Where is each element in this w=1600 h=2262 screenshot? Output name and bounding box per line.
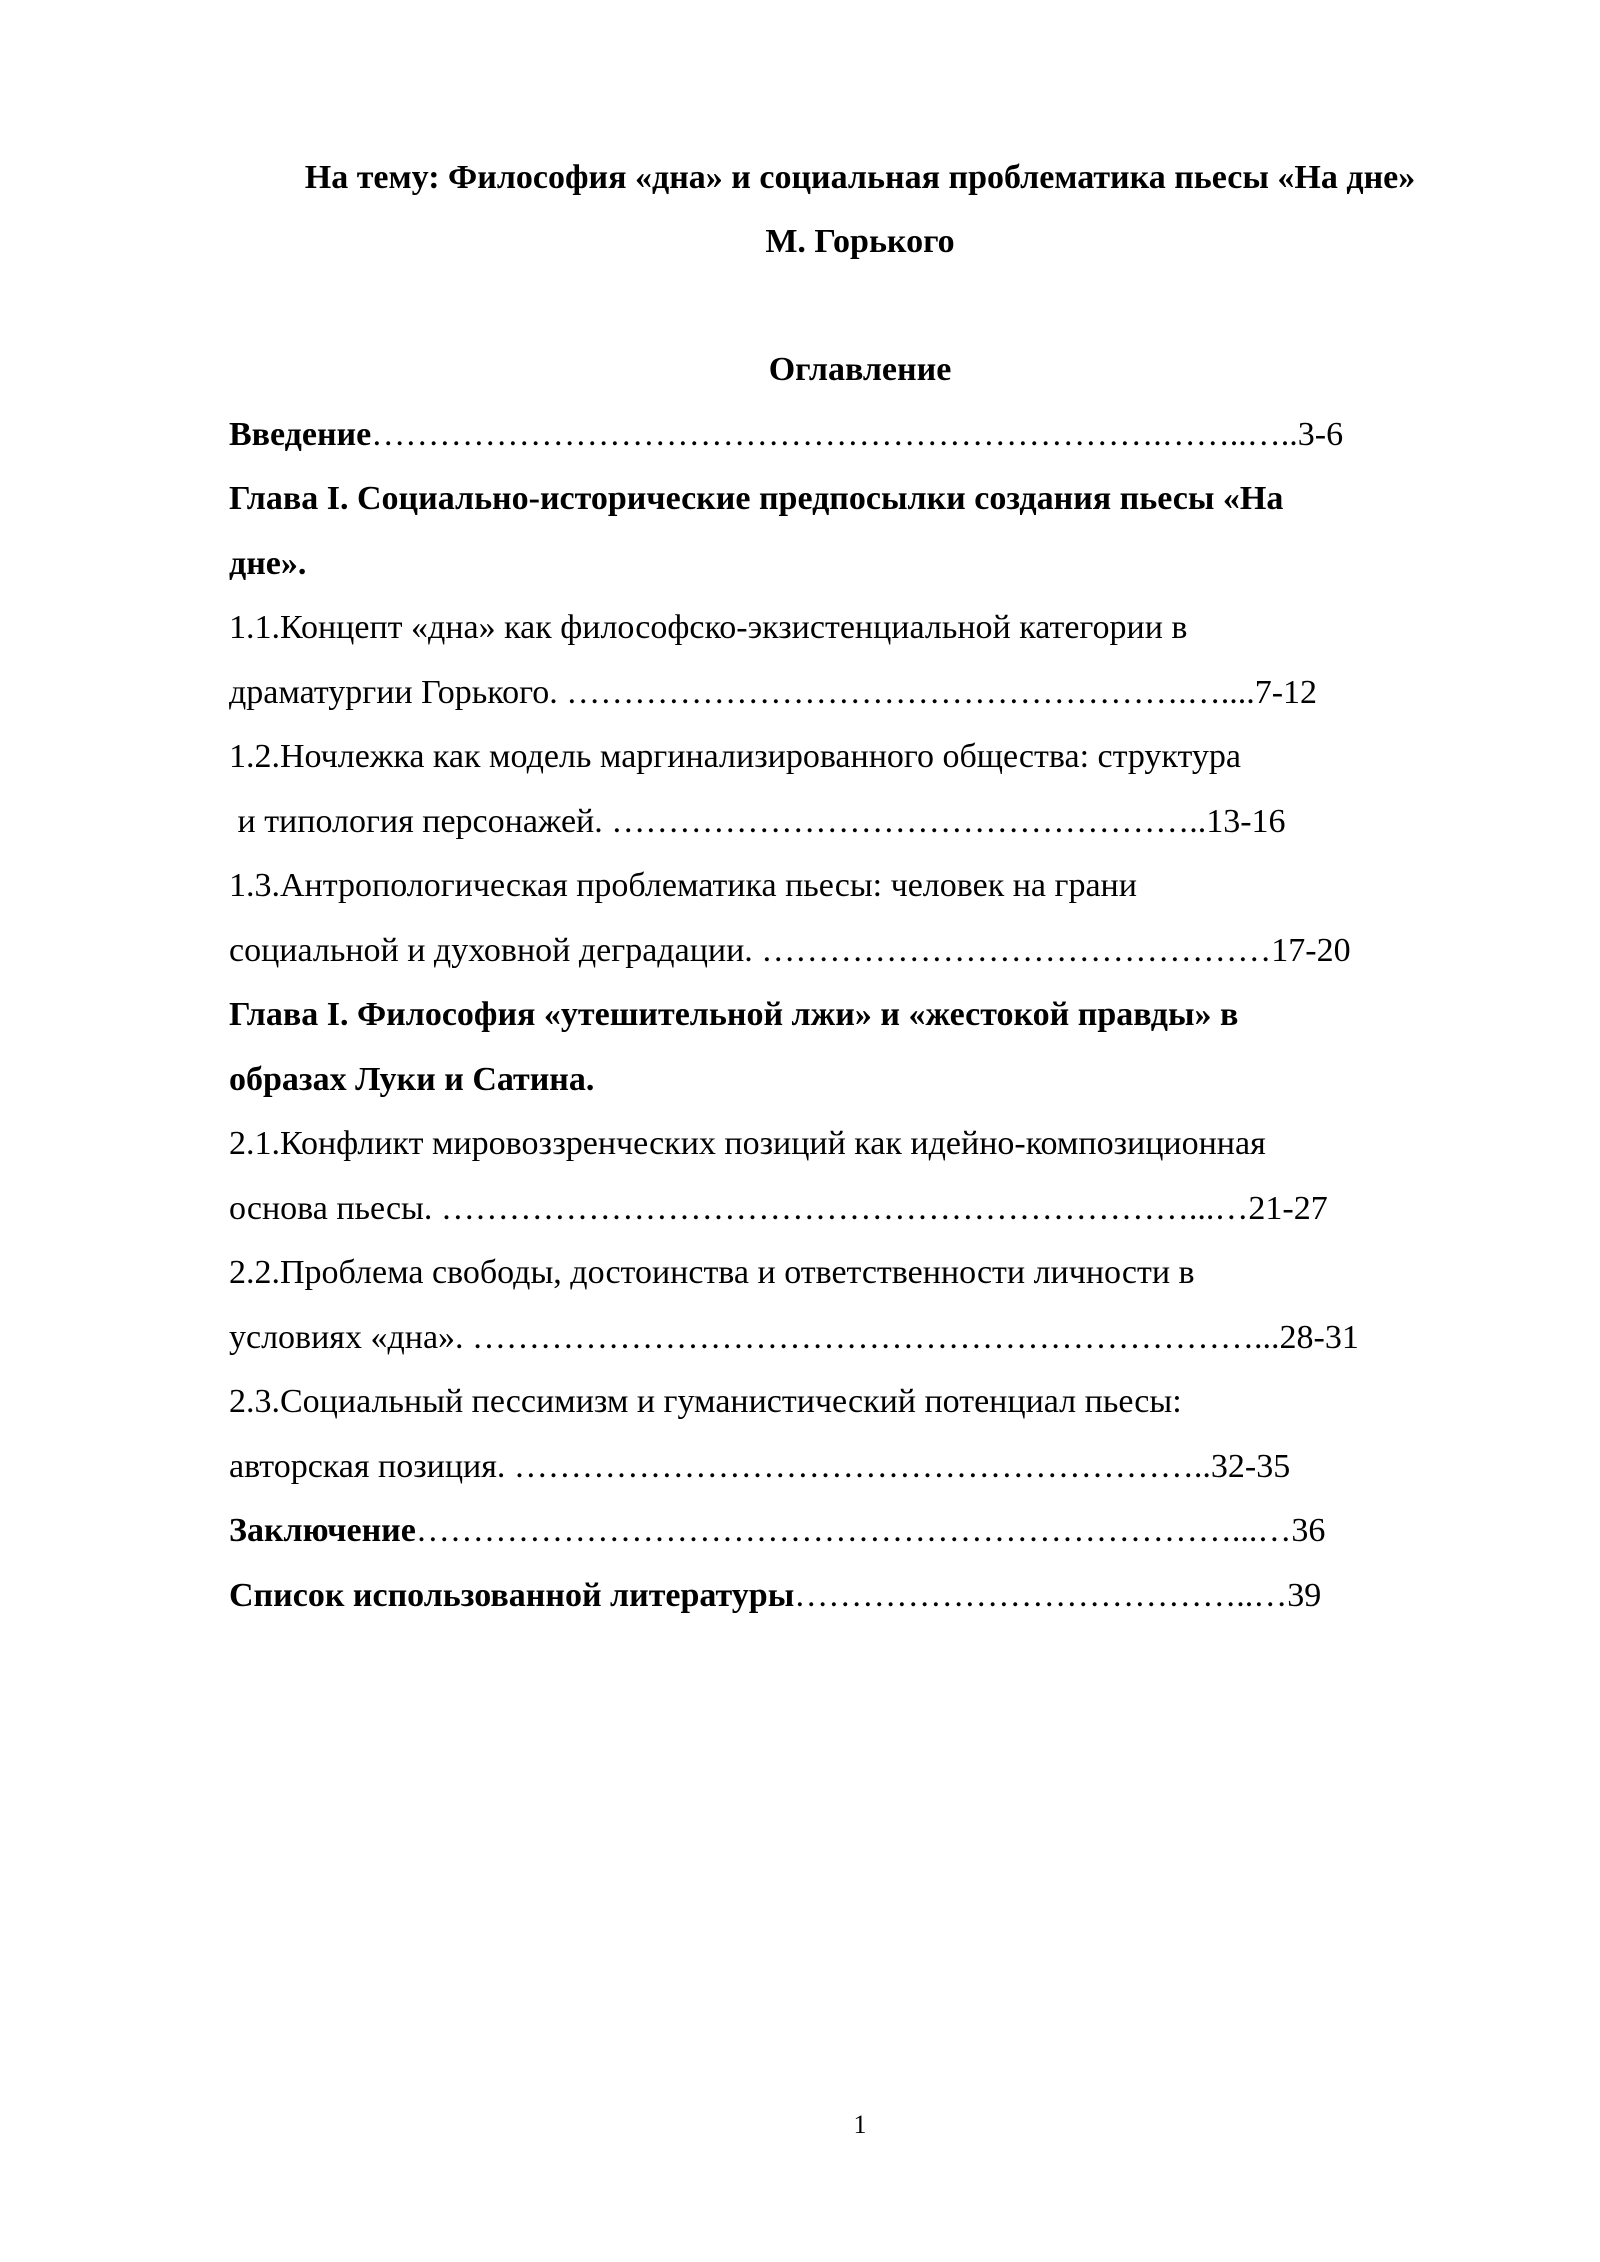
- toc-entry-references: [229, 1576, 1321, 1616]
- toc-entry-text: драматургии Горького. ……………………………………………….…....: [229, 674, 1255, 711]
- toc-entry-label: Заключение: [229, 1512, 416, 1549]
- document-title-line-2: М. Горького: [765, 223, 955, 260]
- toc-entry-conclusion: [229, 1511, 1325, 1551]
- toc-entry-text: основа пьесы. …………………………………………………………...…: [229, 1190, 1249, 1227]
- toc-chapter-1-line-1: Глава I. Социально-исторические предпосылки создания пьесы «На: [229, 480, 1284, 517]
- toc-entry-text: социальной и духовной деградации. ………………………………………: [229, 932, 1272, 969]
- toc-item-2-1-line-1: 2.1.Конфликт мировоззренческих позиций как идейно-композиционная: [229, 1125, 1266, 1162]
- toc-page-range: 36: [1291, 1512, 1326, 1549]
- toc-page-range: 21-27: [1248, 1190, 1328, 1227]
- toc-item-1-2-line-1: 1.2.Ночлежка как модель маргинализированного общества: структура: [229, 738, 1241, 775]
- toc-entry-text: авторская позиция. ……………………………………………………..: [229, 1448, 1211, 1485]
- toc-item-1-3-line-1: 1.3.Антропологическая проблематика пьесы: человек на грани: [229, 867, 1137, 904]
- toc-chapter-2-line-2: образах Луки и Сатина.: [229, 1061, 595, 1098]
- toc-leader: …………………………………………………………….……..…..: [371, 416, 1298, 453]
- toc-page-range: 13-16: [1206, 803, 1286, 840]
- toc-item-2-3-line-2: [229, 1447, 1290, 1487]
- toc-page-range: 39: [1287, 1577, 1322, 1614]
- toc-chapter-2-line-1: Глава I. Философия «утешительной лжи» и «жестокой правды» в: [229, 996, 1239, 1033]
- page-number: 1: [853, 2110, 867, 2139]
- toc-item-2-3-line-1: 2.3.Социальный пессимизм и гуманистический потенциал пьесы:: [229, 1383, 1182, 1420]
- toc-entry-text: условиях «дна». ……………………………………………………………...: [229, 1319, 1280, 1356]
- toc-heading: Оглавление: [768, 351, 952, 388]
- document-title-line-1: На тему: Философия «дна» и социальная проблематика пьесы «На дне»: [304, 159, 1416, 196]
- toc-item-2-1-line-2: [229, 1189, 1328, 1229]
- toc-item-1-2-line-2: [229, 802, 1286, 842]
- toc-item-2-2-line-2: [229, 1318, 1359, 1358]
- toc-leader: ………………………………………………………………...…: [415, 1512, 1292, 1549]
- toc-page-range: 32-35: [1210, 1448, 1291, 1485]
- toc-entry-text: и типология персонажей. ……………………………………………..: [229, 803, 1207, 840]
- toc-page-range: 7-12: [1254, 674, 1318, 711]
- toc-entry-label: Список использованной литературы: [229, 1577, 795, 1614]
- toc-entry-intro: [229, 415, 1343, 455]
- toc-page-range: 28-31: [1279, 1319, 1359, 1356]
- toc-page-range: 17-20: [1271, 932, 1351, 969]
- toc-item-1-1-line-2: [229, 673, 1317, 713]
- toc-item-1-3-line-2: [229, 931, 1351, 971]
- toc-item-1-1-line-1: 1.1.Концепт «дна» как философско-экзистенциальной категории в: [229, 609, 1188, 646]
- toc-page-range: 3-6: [1297, 416, 1344, 453]
- toc-item-2-2-line-1: 2.2.Проблема свободы, достоинства и ответственности личности в: [229, 1254, 1195, 1291]
- toc-entry-label: Введение: [229, 416, 372, 453]
- toc-leader: …………………………………..…: [794, 1577, 1288, 1614]
- toc-chapter-1-line-2: дне».: [229, 545, 307, 582]
